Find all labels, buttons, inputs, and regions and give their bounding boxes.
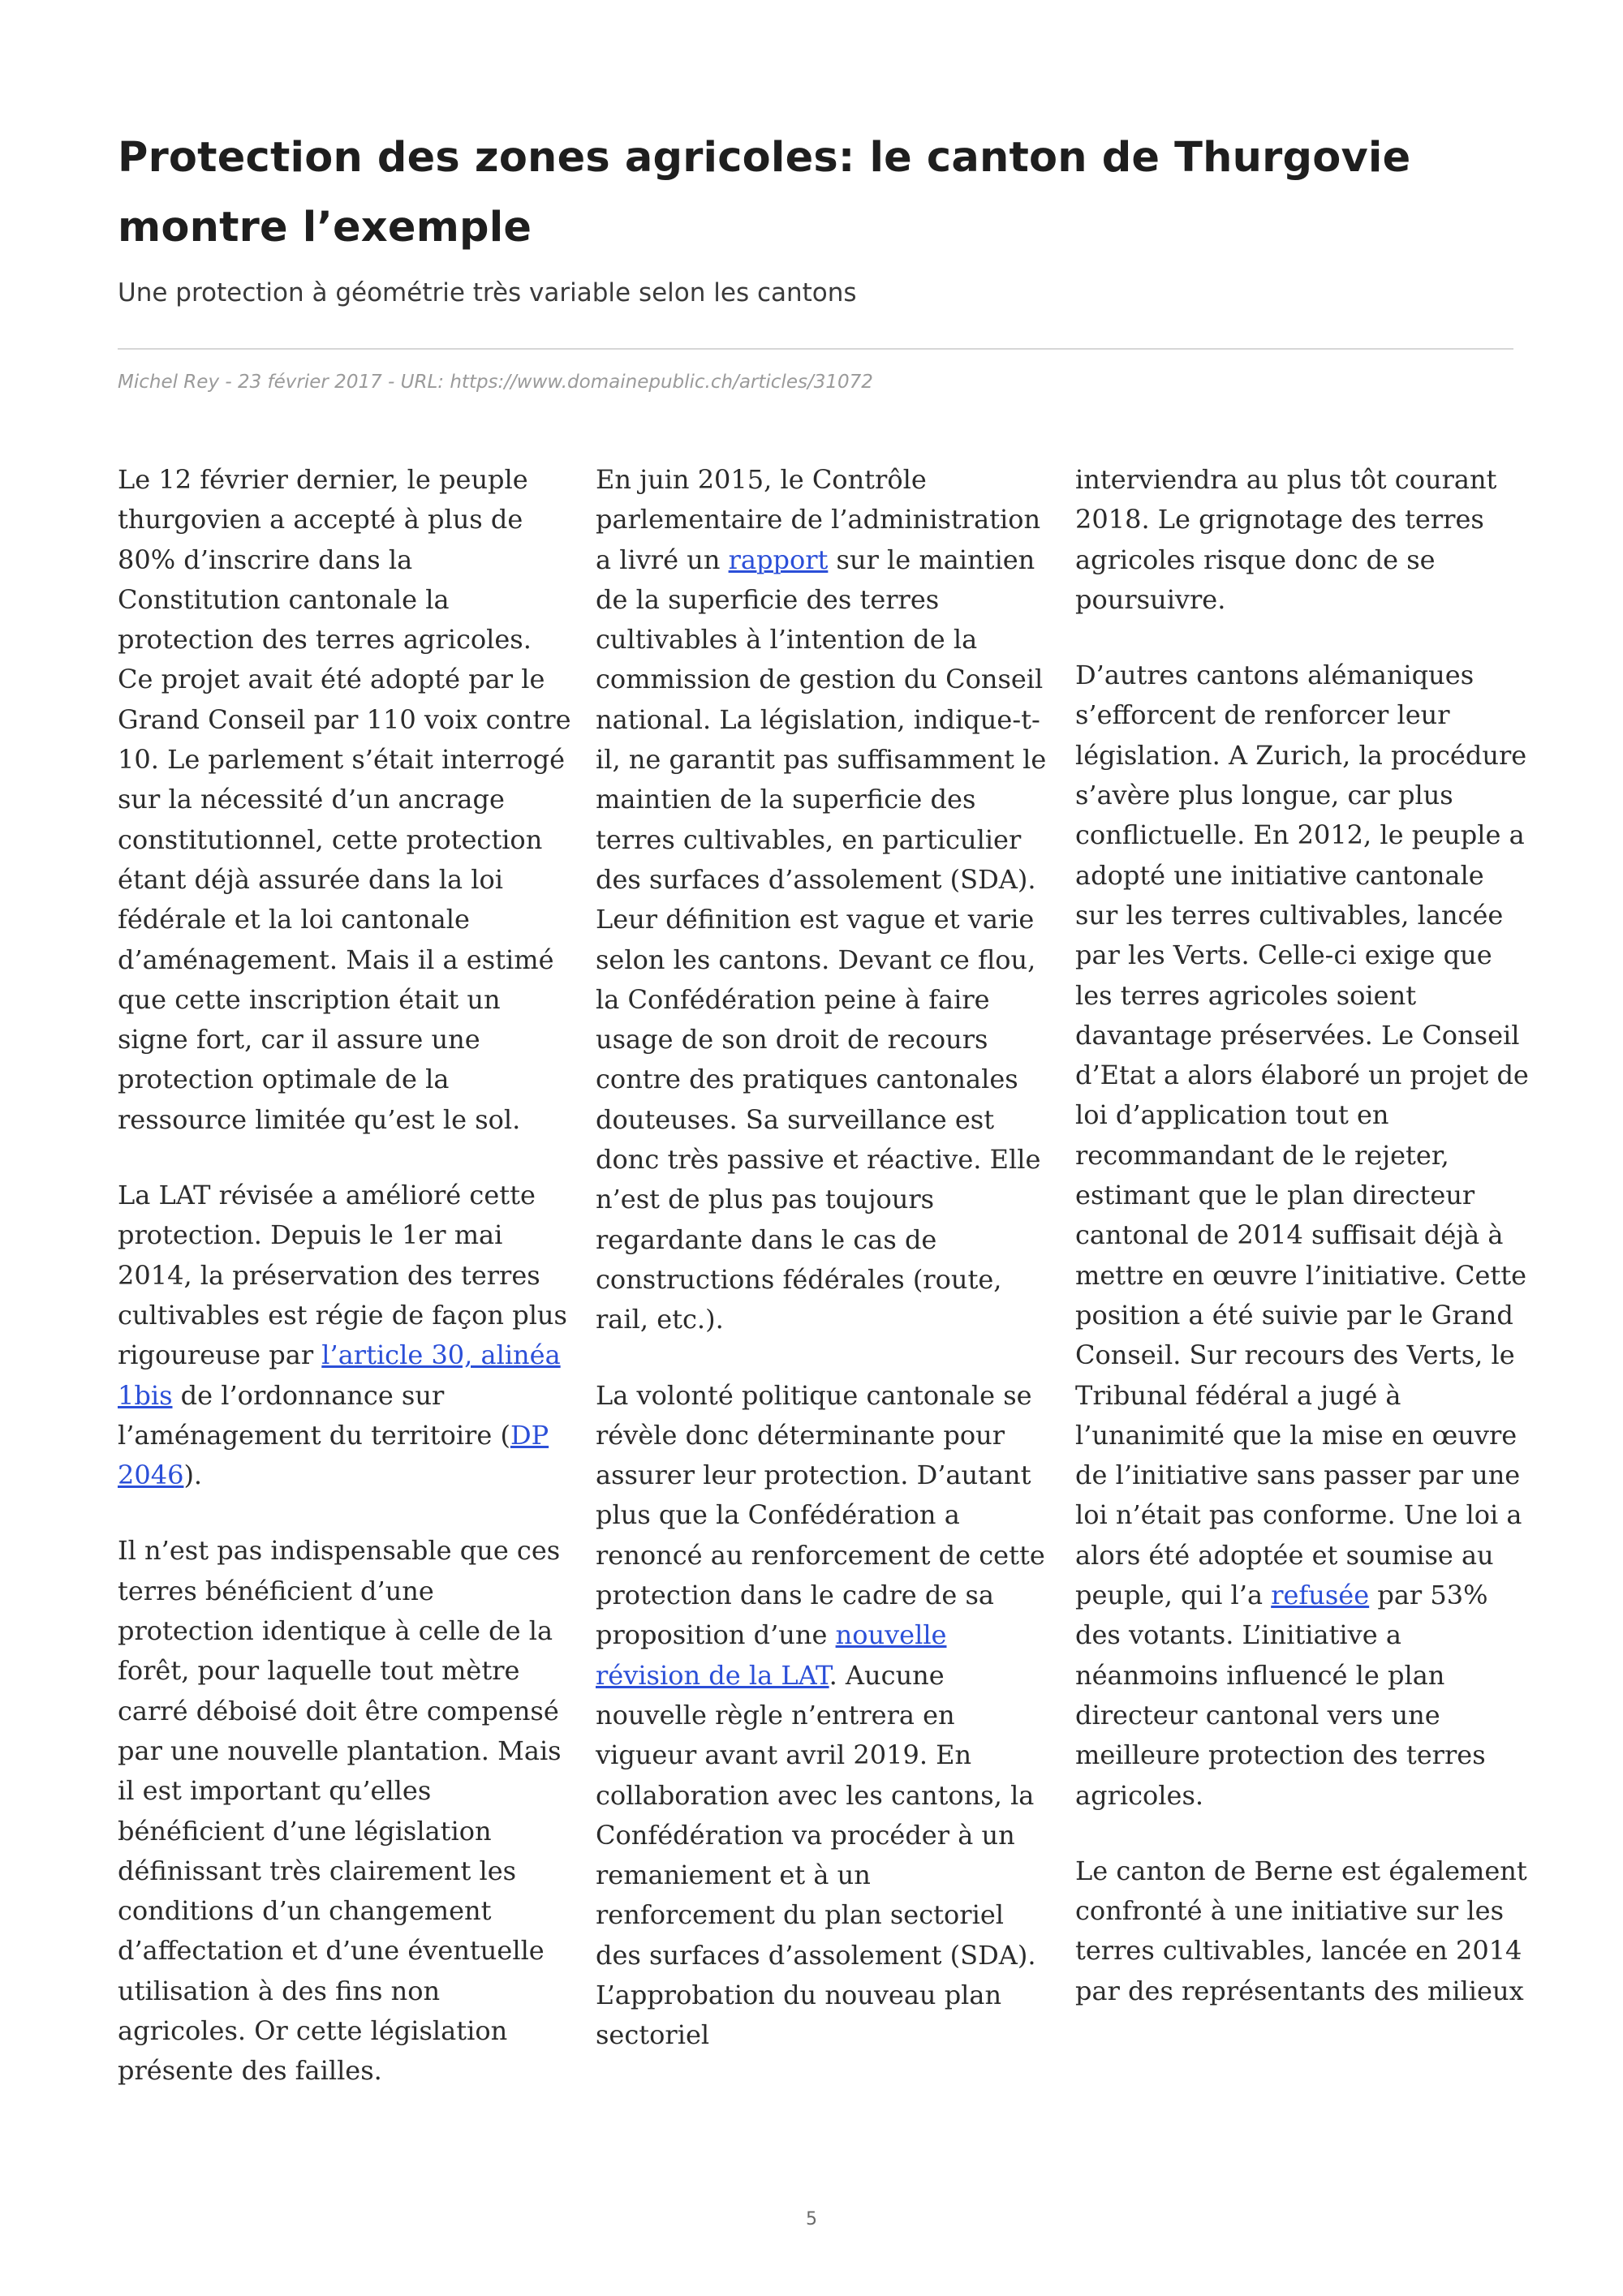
paragraph xyxy=(1075,656,1530,1816)
paragraph-text: par 53% des votants. L’initiative a néanmoins influencé le plan directeur cantonal vers une meilleure protection des terres agricoles. xyxy=(1075,1580,1488,1811)
column-1 xyxy=(118,460,572,2127)
paragraph xyxy=(596,460,1050,1340)
article-meta: Michel Rey - 23 février 2017 - URL: https://www.domainepublic.ch/articles/31072 xyxy=(118,372,873,393)
paragraph: Le 12 février dernier, le peuple thurgovien a accepté à plus de 80% d’inscrire dans la Constitution cantonale la protection des terres agricoles. Ce projet avait été adopté par le Grand Conseil par 110 voix contre 10. Le parlement s’était interrogé sur la nécessité d’un ancrage constitutionnel, cette protection étant déjà assurée dans la loi fédérale et la loi cantonale d’aménagement. Mais il a estimé que cette inscription était un signe fort, car il assure une protection optimale de la ressource limitée qu’est le sol. xyxy=(118,464,571,1135)
paragraph: interviendra au plus tôt courant 2018. Le grignotage des terres agricoles risque donc de se poursuivre. xyxy=(1075,464,1497,615)
meta-url-label: URL: xyxy=(400,372,445,393)
paragraph: Le canton de Berne est également confronté à une initiative sur les terres cultivables, lancée en 2014 par des représentants des milieux xyxy=(1075,1855,1527,2006)
paragraph-text: . Aucune nouvelle règle n’entrera en vigueur avant avril 2019. En collaboration avec les cantons, la Confédération va procéder à un remaniement et à un renforcement du plan sectoriel des surfaces d’assolement (SDA). L’approbation du nouveau plan sectoriel xyxy=(596,1659,1036,2051)
link-rapport[interactable]: rapport xyxy=(728,544,829,575)
paragraph-text: D’autres cantons alémaniques s’efforcent de renforcer leur législation. A Zurich, la procédure s’avère plus longue, car plus conflictuelle. En 2012, le peuple a adopté une initiative cantonale sur les terres cultivables, lancée par les Verts. Celle-ci exige que les terres agricoles soient davantage préservées. Le Conseil d’Etat a alors élaboré un projet de loi d’application tout en recommandant de le rejeter, estimant que le plan directeur cantonal de 2014 suffisait déjà à mettre en œuvre l’initiative. Cette position a été suivie par le Grand Conseil. Sur recours des Verts, le Tribunal fédéral a jugé à l’unanimité que la mise en œuvre de l’initiative sans passer par une loi n’était pas conforme. Une loi a alors été adoptée et soumise au peuple, qui l’a xyxy=(1075,660,1529,1611)
link-nouvelle-revision-lat[interactable]: nouvelle révision de la LAT xyxy=(596,1619,947,1691)
meta-author: Michel Rey xyxy=(118,372,220,393)
column-2 xyxy=(596,460,1050,2092)
paragraph: Il n’est pas indispensable que ces terres bénéficient d’une protection identique à celle de la forêt, pour laquelle tout mètre carré déboisé doit être compensé par une nouvelle plantation. Mais il est important qu’elles bénéficient d’une législation définissant très clairement les conditions d’un changement d’affectation et d’une éventuelle utilisation à des fins non agricoles. Or cette législation présente des failles. xyxy=(118,1535,562,2087)
paragraph-text: La volonté politique cantonale se révèle donc déterminante pour assurer leur protection. D’autant plus que la Confédération a renoncé au renforcement de cette protection dans le cadre de sa proposition d’une xyxy=(596,1379,1045,1651)
link-dp-2046[interactable]: DP 2046 xyxy=(118,1419,549,1491)
link-refusee[interactable]: refusée xyxy=(1271,1580,1370,1611)
paragraph-text: La LAT révisée a amélioré cette protection. Depuis le 1er mai 2014, la préservation des terres cultivables est régie de façon plus rigoureuse par xyxy=(118,1180,567,1371)
meta-url: https://www.domainepublic.ch/articles/31072 xyxy=(450,372,873,393)
header-divider xyxy=(118,348,1513,350)
article-title: Protection des zones agricoles: le canton de Thurgovie montre l’exemple xyxy=(118,134,1411,252)
paragraph xyxy=(118,1176,572,1495)
meta-date: 23 février 2017 xyxy=(237,372,382,393)
article-subtitle: Une protection à géométrie très variable selon les cantons xyxy=(118,278,857,307)
paragraph-text: ). xyxy=(183,1460,203,1491)
paragraph xyxy=(596,1376,1050,2056)
column-3 xyxy=(1075,460,1530,2047)
page-number: 5 xyxy=(806,2209,817,2229)
paragraph-text: de l’ordonnance sur l’aménagement du territoire ( xyxy=(118,1379,510,1451)
link-article-30[interactable]: l’article 30, alinéa 1bis xyxy=(118,1339,561,1411)
paragraph-text: sur le maintien de la superficie des terres cultivables à l’intention de la commission de gestion du Conseil national. La législation, indique-t-il, ne garantit pas suffisamment le maintien de la superficie des terres cultivables, en particulier des surfaces d’assolement (SDA). Leur définition est vague et varie selon les cantons. Devant ce flou, la Confédération peine à faire usage de son droit de recours contre des pratiques cantonales douteuses. Sa surveillance est donc très passive et réactive. Elle n’est de plus pas toujours regardante dans le cas de constructions fédérales (route, rail, etc.). xyxy=(596,544,1047,1335)
paragraph-text: En juin 2015, le Contrôle parlementaire de l’administration a livré un xyxy=(596,464,1041,575)
